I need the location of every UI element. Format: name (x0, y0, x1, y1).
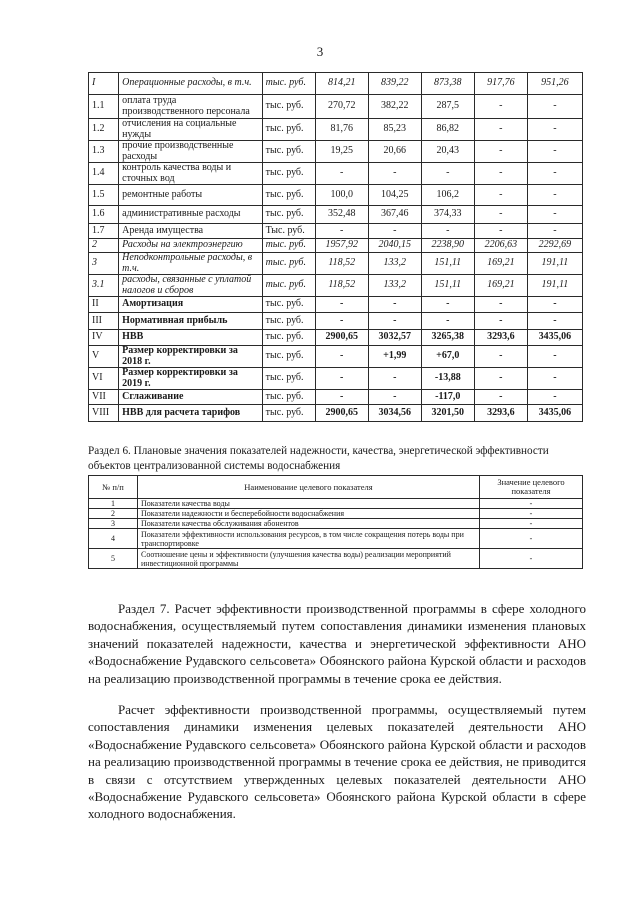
section7-paragraph-2 (88, 701, 586, 823)
row-value: - (315, 297, 368, 313)
row-name: Нормативная прибыль (119, 313, 263, 330)
row-unit: тыс. руб. (262, 95, 315, 119)
section6-caption: Раздел 6. Плановые значения показателей надежности, качества, энергетической эффективности объектов централизованной системы водоснабжения (88, 445, 549, 472)
table-row (89, 368, 583, 390)
row-number: II (89, 297, 119, 313)
row-value: 2238,90 (421, 239, 474, 253)
indicator-name: Показатели качества воды (138, 499, 480, 509)
row-name: Размер корректировки за 2018 г. (119, 346, 263, 368)
table-row (89, 549, 583, 569)
header-name: Наименование целевого показателя (138, 476, 480, 499)
row-number: 2 (89, 239, 119, 253)
row-value: 20,43 (421, 141, 474, 163)
row-name: административные расходы (119, 206, 263, 224)
row-value: - (315, 163, 368, 185)
table-row (89, 529, 583, 549)
indicator-name: Показатели эффективности использования ресурсов, в том числе сокращения потерь воды при транспортировке (138, 529, 480, 549)
row-value: - (474, 185, 527, 206)
row-unit: тыс. руб. (262, 297, 315, 313)
table-row (89, 253, 583, 275)
row-value: - (421, 224, 474, 239)
row-value: 2900,65 (315, 330, 368, 346)
row-value: 1957,92 (315, 239, 368, 253)
indicator-value: - (480, 549, 583, 569)
row-value: 367,46 (368, 206, 421, 224)
row-name: Операционные расходы, в т.ч. (119, 73, 263, 95)
row-value: 20,66 (368, 141, 421, 163)
row-value: - (315, 346, 368, 368)
cost-table (88, 72, 583, 422)
header-value: Значение целевого показателя (480, 476, 583, 499)
row-value: 3265,38 (421, 330, 474, 346)
row-value: 86,82 (421, 119, 474, 141)
row-value: 133,2 (368, 275, 421, 297)
row-value: 151,11 (421, 275, 474, 297)
row-number: VI (89, 368, 119, 390)
row-value: +67,0 (421, 346, 474, 368)
row-value: - (368, 313, 421, 330)
row-value: 873,38 (421, 73, 474, 95)
row-unit: тыс. руб. (262, 185, 315, 206)
row-unit: Тыс. руб. (262, 224, 315, 239)
row-value: - (421, 313, 474, 330)
row-name: расходы, связанные с уплатой налогов и сборов (119, 275, 263, 297)
row-value: - (368, 390, 421, 405)
row-value: 85,23 (368, 119, 421, 141)
row-value: - (527, 297, 582, 313)
row-value: 839,22 (368, 73, 421, 95)
row-value: - (527, 119, 582, 141)
row-value: 2040,15 (368, 239, 421, 253)
row-number: 1.4 (89, 163, 119, 185)
row-unit: тыс. руб. (262, 163, 315, 185)
row-value: - (315, 368, 368, 390)
table-row (89, 185, 583, 206)
row-name: Сглаживание (119, 390, 263, 405)
row-number: I (89, 73, 119, 95)
row-name: Аренда имущества (119, 224, 263, 239)
row-value: 151,11 (421, 253, 474, 275)
row-value: 100,0 (315, 185, 368, 206)
table-row (89, 73, 583, 95)
indicator-number: 5 (89, 549, 138, 569)
header-num: № п/п (89, 476, 138, 499)
row-unit: тыс. руб. (262, 390, 315, 405)
row-value: 2206,63 (474, 239, 527, 253)
row-value: - (474, 206, 527, 224)
table-row (89, 313, 583, 330)
row-value: 81,76 (315, 119, 368, 141)
row-value: - (527, 346, 582, 368)
table-row (89, 390, 583, 405)
table-row (89, 95, 583, 119)
row-name: НВВ для расчета тарифов (119, 405, 263, 422)
table-row (89, 224, 583, 239)
row-value: 3201,50 (421, 405, 474, 422)
row-unit: тыс. руб. (262, 253, 315, 275)
row-value: - (368, 368, 421, 390)
indicator-name: Показатели надежности и бесперебойности водоснабжения (138, 509, 480, 519)
row-value: - (527, 206, 582, 224)
row-value: - (474, 95, 527, 119)
row-value: - (527, 185, 582, 206)
row-unit: тыс. руб. (262, 346, 315, 368)
row-value: - (474, 141, 527, 163)
row-number: 3.1 (89, 275, 119, 297)
row-value: 104,25 (368, 185, 421, 206)
row-value: 3293,6 (474, 405, 527, 422)
indicator-number: 3 (89, 519, 138, 529)
row-value: 133,2 (368, 253, 421, 275)
row-value: - (527, 163, 582, 185)
row-value: 287,5 (421, 95, 474, 119)
row-value: - (315, 390, 368, 405)
row-unit: тыс. руб. (262, 239, 315, 253)
row-unit: тыс. руб. (262, 73, 315, 95)
row-value: - (527, 141, 582, 163)
row-value: 191,11 (527, 275, 582, 297)
row-name: прочие производственные расходы (119, 141, 263, 163)
row-name: оплата труда производственного персонала (119, 95, 263, 119)
row-name: ремонтные работы (119, 185, 263, 206)
row-number: VII (89, 390, 119, 405)
indicator-value: - (480, 499, 583, 509)
table-row (89, 119, 583, 141)
row-number: 1.7 (89, 224, 119, 239)
row-value: 106,2 (421, 185, 474, 206)
row-value: 3435,06 (527, 405, 582, 422)
row-number: 1.3 (89, 141, 119, 163)
table-row (89, 499, 583, 509)
table-row (89, 163, 583, 185)
table-header-row (89, 476, 583, 499)
table-row (89, 330, 583, 346)
indicator-number: 2 (89, 509, 138, 519)
table-row (89, 206, 583, 224)
indicator-name: Соотношение цены и эффективности (улучшения качества воды) реализации мероприятий инвестиционной программы (138, 549, 480, 569)
row-value: 3435,06 (527, 330, 582, 346)
row-value: 191,11 (527, 253, 582, 275)
row-unit: тыс. руб. (262, 206, 315, 224)
row-value: - (368, 163, 421, 185)
row-value: - (474, 390, 527, 405)
row-value: 352,48 (315, 206, 368, 224)
row-value: - (474, 346, 527, 368)
indicator-value: - (480, 529, 583, 549)
row-name: НВВ (119, 330, 263, 346)
row-value: - (368, 297, 421, 313)
row-value: 374,33 (421, 206, 474, 224)
row-unit: тыс. руб. (262, 405, 315, 422)
target-indicators-table (88, 475, 583, 569)
row-value: - (315, 224, 368, 239)
row-value: 951,26 (527, 73, 582, 95)
row-value: 118,52 (315, 253, 368, 275)
row-value: 917,76 (474, 73, 527, 95)
table-row (89, 239, 583, 253)
row-value: - (527, 313, 582, 330)
row-number: 1.1 (89, 95, 119, 119)
row-value: 169,21 (474, 275, 527, 297)
row-value: -13,88 (421, 368, 474, 390)
row-value: - (421, 163, 474, 185)
table-row (89, 346, 583, 368)
row-value: - (421, 297, 474, 313)
row-number: 1.5 (89, 185, 119, 206)
row-number: 3 (89, 253, 119, 275)
table-row (89, 275, 583, 297)
row-value: -117,0 (421, 390, 474, 405)
row-value: 3032,57 (368, 330, 421, 346)
row-unit: тыс. руб. (262, 313, 315, 330)
row-unit: тыс. руб. (262, 330, 315, 346)
table-row (89, 519, 583, 529)
row-value: - (474, 368, 527, 390)
row-value: - (474, 297, 527, 313)
row-value: 19,25 (315, 141, 368, 163)
row-value: 270,72 (315, 95, 368, 119)
row-name: Размер корректировки за 2019 г. (119, 368, 263, 390)
table-row (89, 297, 583, 313)
row-name: Неподконтрольные расходы, в т.ч. (119, 253, 263, 275)
row-unit: тыс. руб. (262, 368, 315, 390)
row-value: 118,52 (315, 275, 368, 297)
row-number: 1.6 (89, 206, 119, 224)
row-value: 382,22 (368, 95, 421, 119)
paragraph-text: Раздел 7. Расчет эффективности производственной программы в сфере холодного водоснабжения, осуществляемый путем сопоставления динамики изменения плановых значений показателей надежности, качества и энергетической эффективности АНО «Водоснабжение Рудавского сельсовета» Обоянского района Курской области и расходов на реализацию производственной программы в течение срока ее действия. (88, 601, 586, 686)
row-value: 814,21 (315, 73, 368, 95)
row-value: - (474, 224, 527, 239)
row-value: 3293,6 (474, 330, 527, 346)
row-value: 169,21 (474, 253, 527, 275)
section7-paragraph-1 (88, 600, 586, 687)
row-unit: тыс. руб. (262, 275, 315, 297)
indicator-value: - (480, 519, 583, 529)
row-value: - (368, 224, 421, 239)
row-number: VIII (89, 405, 119, 422)
row-name: контроль качества воды и сточных вод (119, 163, 263, 185)
row-value: - (527, 390, 582, 405)
indicator-value: - (480, 509, 583, 519)
row-value: - (474, 313, 527, 330)
page-number: 3 (316, 44, 324, 59)
row-name: Амортизация (119, 297, 263, 313)
row-name: отчисления на социальные нужды (119, 119, 263, 141)
row-unit: тыс. руб. (262, 119, 315, 141)
row-value: - (527, 95, 582, 119)
row-number: 1.2 (89, 119, 119, 141)
row-value: +1,99 (368, 346, 421, 368)
row-name: Расходы на электроэнергию (119, 239, 263, 253)
row-value: - (527, 368, 582, 390)
row-value: 3034,56 (368, 405, 421, 422)
row-value: 2292,69 (527, 239, 582, 253)
indicator-number: 1 (89, 499, 138, 509)
table-row (89, 141, 583, 163)
row-value: - (527, 224, 582, 239)
row-value: - (474, 119, 527, 141)
table-row (89, 509, 583, 519)
row-number: V (89, 346, 119, 368)
indicator-name: Показатели качества обслуживания абонентов (138, 519, 480, 529)
row-number: IV (89, 330, 119, 346)
paragraph-text: Расчет эффективности производственной программы, осуществляемый путем сопоставления динамики изменения целевых показателей деятельности АНО «Водоснабжение Рудавского сельсовета» Обоянского района Курской области и расходов на реализацию производственной программы в течение срока ее действия, не приводится в связи с отсутствием утвержденных целевых показателей деятельности АНО «Водоснабжение Рудавского сельсовета» Обоянского района Курской области в сфере холодного водоснабжения. (88, 702, 586, 822)
row-number: III (89, 313, 119, 330)
indicator-number: 4 (89, 529, 138, 549)
row-value: - (315, 313, 368, 330)
row-value: - (474, 163, 527, 185)
row-value: 2900,65 (315, 405, 368, 422)
table-row (89, 405, 583, 422)
row-unit: тыс. руб. (262, 141, 315, 163)
